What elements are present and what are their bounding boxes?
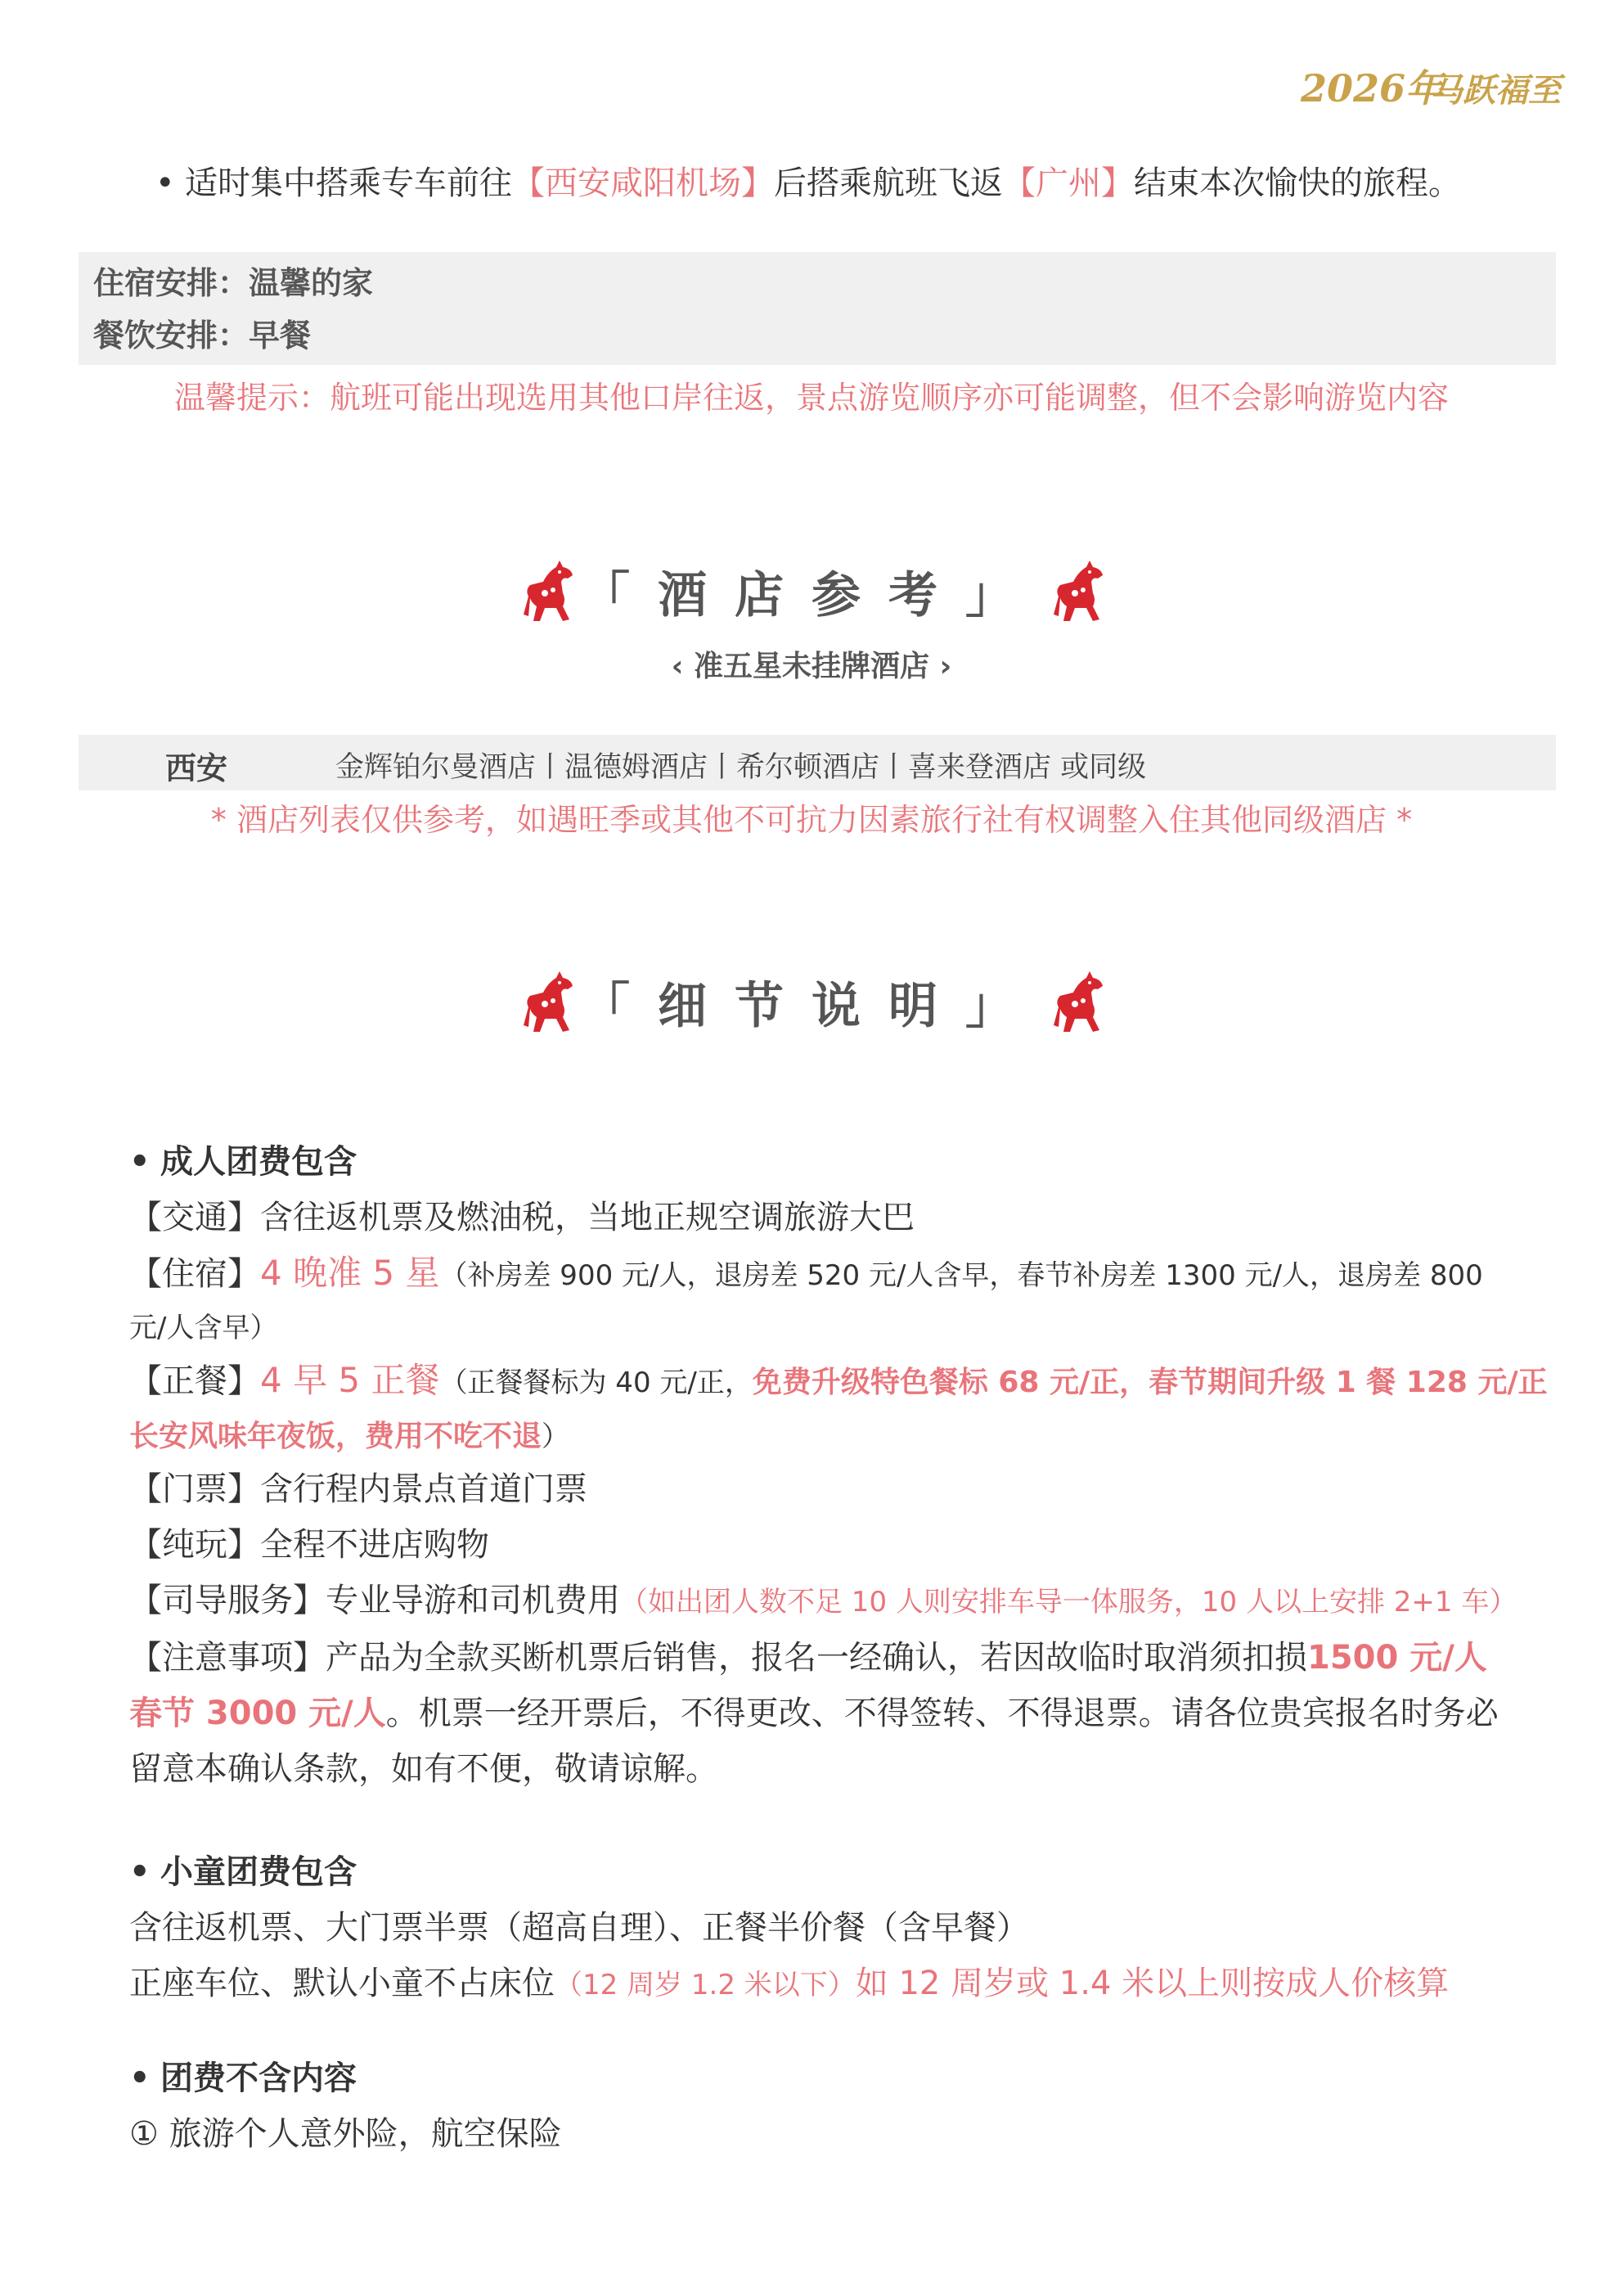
bullet-text-2: 后搭乘航班飞返 bbox=[774, 164, 1003, 202]
logo-year: 2026年 bbox=[1301, 66, 1444, 110]
transport-line: 【交通】含往返机票及燃油税，当地正规空调旅游大巴 bbox=[129, 1199, 915, 1236]
meals-line-cont: 长安风味年夜饭，费用不吃不退） bbox=[129, 1420, 570, 1453]
bullet-text-1: 适时集中搭乘专车前往 bbox=[185, 164, 512, 202]
city-highlight: 【广州】 bbox=[1003, 164, 1134, 202]
horse-icon bbox=[1042, 557, 1111, 626]
excluded-heading: • 团费不含内容 bbox=[129, 2060, 357, 2097]
notice-line-1: 【注意事项】产品为全款买断机票后销售，报名一经确认，若因故临时取消须扣损1500 元/人 bbox=[129, 1639, 1487, 1677]
hotel-names: 金辉铂尔曼酒店丨温德姆酒店丨希尔顿酒店丨喜来登酒店 或同级 bbox=[335, 751, 1147, 784]
notice-line-2: 春节 3000 元/人。机票一经开票后，不得更改、不得签转、不得退票。请各位贵宾报名时务必 bbox=[129, 1695, 1499, 1732]
meals-line: 【正餐】4 早 5 正餐（正餐餐标为 40 元/正，免费升级特色餐标 68 元/正，春节期间升级 1 餐 128 元/正 bbox=[129, 1360, 1548, 1400]
hotel-city: 西安 bbox=[165, 750, 228, 786]
hotel-title-text: 「酒店参考」 bbox=[581, 567, 1042, 624]
guide-line: 【司导服务】专业导游和司机费用（如出团人数不足 10 人则安排车导一体服务，10 人以上安排 2+1 车） bbox=[129, 1582, 1517, 1619]
excluded-item-1: ① 旅游个人意外险，航空保险 bbox=[129, 2115, 562, 2153]
bullet-dot: • bbox=[155, 164, 175, 202]
hotel-grade-subtitle: ‹ 准五星未挂牌酒店 › bbox=[671, 650, 952, 683]
return-flight-bullet bbox=[155, 160, 1461, 206]
child-included-section bbox=[129, 1844, 1504, 2013]
child-line-1: 含往返机票、大门票半票（超高自理）、正餐半价餐（含早餐） bbox=[129, 1909, 1029, 1947]
detail-title-text: 「细节说明」 bbox=[581, 978, 1042, 1035]
tickets-line: 【门票】含行程内景点首道门票 bbox=[129, 1470, 587, 1508]
stay-arrangement-box bbox=[79, 252, 1556, 365]
lodging-arrangement: 住宿安排：温馨的家 bbox=[93, 265, 374, 301]
child-line-2: 正座车位、默认小童不占床位（12 周岁 1.2 米以下）如 12 周岁或 1.4 米以上则按成人价核算 bbox=[129, 1965, 1450, 2002]
hotel-disclaimer: * 酒店列表仅供参考，如遇旺季或其他不可抗力因素旅行社有权调整入住其他同级酒店 * bbox=[210, 802, 1413, 838]
adult-heading: • 成人团费包含 bbox=[129, 1143, 357, 1181]
adult-included-section bbox=[129, 1134, 1548, 1797]
logo-slogan: 马跃福至 bbox=[1430, 71, 1561, 110]
airport-highlight: 【西安咸阳机场】 bbox=[512, 164, 774, 202]
horse-icon bbox=[1042, 968, 1111, 1037]
detail-section-title bbox=[0, 967, 1623, 1038]
hotel-list-row bbox=[79, 735, 1556, 790]
no-shopping-line: 【纯玩】全程不进店购物 bbox=[129, 1526, 489, 1564]
bullet-text-3: 结束本次愉快的旅程。 bbox=[1134, 164, 1461, 202]
lodging-line: 【住宿】4 晚准 5 星（补房差 900 元/人，退房差 520 元/人含早，春节补房差 1300 元/人，退房差 800 bbox=[129, 1253, 1483, 1293]
hotel-section-title bbox=[0, 556, 1623, 627]
lodging-line-cont: 元/人含早） bbox=[129, 1312, 278, 1344]
meal-arrangement: 餐饮安排：早餐 bbox=[93, 317, 312, 353]
brand-logo bbox=[1301, 59, 1561, 118]
child-heading: • 小童团费包含 bbox=[129, 1853, 357, 1891]
excluded-section bbox=[129, 2051, 1504, 2162]
warm-tip: 温馨提示：航班可能出现选用其他口岸往返，景点游览顺序亦可能调整，但不会影响游览内容 bbox=[173, 380, 1449, 416]
horse-icon bbox=[512, 557, 581, 626]
notice-line-3: 留意本确认条款，如有不便，敬请谅解。 bbox=[129, 1750, 718, 1788]
horse-icon bbox=[512, 968, 581, 1037]
